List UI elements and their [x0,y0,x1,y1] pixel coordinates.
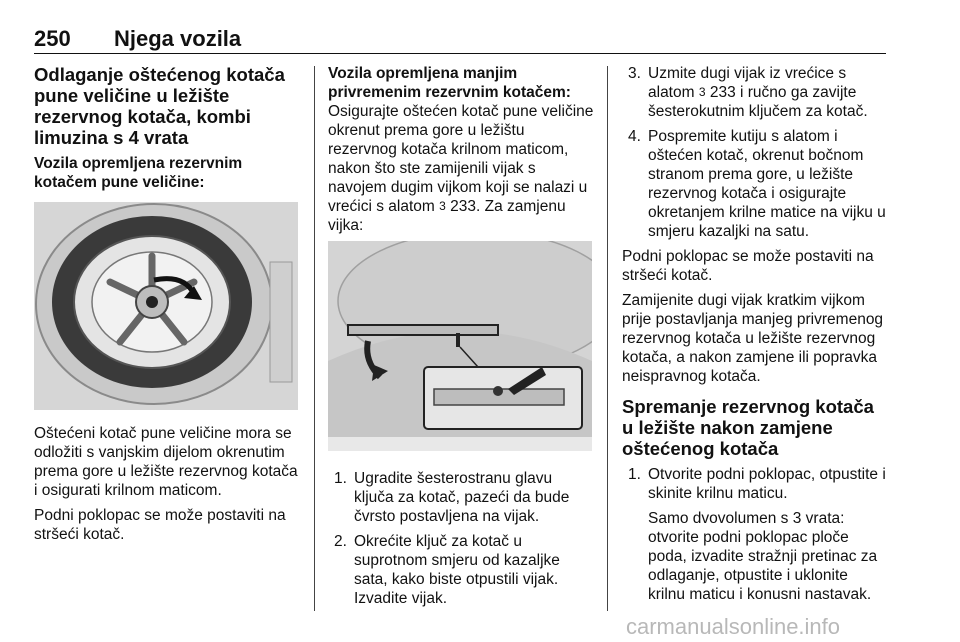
section-heading-1: Odlaganje oštećenog kotača pune veličine u ležište rezervnog kotača, kombi limuzina s 4 vrata [34,64,285,148]
step-text: Pospremite kutiju s alatom i oštećen kotač, okrenut bočnom stranom prema gore, u ležište rezervnog kotača i osigurajte okretanjem krilne matice na vijku u smjeru kazaljki na satu. [648,128,886,240]
page-reference-icon: 3 [439,199,446,213]
column-divider [607,66,608,611]
column-divider [314,66,315,611]
list-item [328,469,594,526]
paragraph: Zamijenite dugi vijak kratkim vijkom prije postavljanja manjeg privremenog rezervnog kotača u ležište rezervnog kotača, a nakon zamjene ili popravka neispravnog kotača. [622,292,884,385]
list-item [622,465,888,604]
list-item [328,532,594,608]
list-item [622,64,888,121]
page-number: 250 [34,26,71,51]
paragraph: Oštećeni kotač pune veličine mora se odložiti s vanjskim dijelom okrenutim prema gore u ležište rezervnog kotača i osigurati krilnom maticom. [34,425,298,499]
chapter-title: Njega vozila [114,26,242,51]
step-text: Ugradite šesterostranu glavu ključa za kotač, pazeći da bude čvrsto postavljena na vijak. [354,470,570,525]
steps-list [328,469,594,608]
paragraph: Podni poklopac se može postaviti na stršeći kotač. [622,248,874,284]
subheading-temporary-spare: Vozila opremljena manjim privremenim rezervnim kotačem: [328,65,571,101]
section-heading-2: Spremanje rezervnog kotača u ležište nakon zamjene oštećenog kotača [622,396,874,459]
paragraph: Podni poklopac se može postaviti na stršeći kotač. [34,507,286,543]
step-number: 1. [628,466,641,483]
step-text: 233 i ručno ga zavijte šesterokutnim ključem za kotač. [648,84,868,120]
paragraph [328,102,594,235]
column-2 [328,64,594,614]
step-text: Okrećite ključ za kotač u suprotnom smjeru od kazaljke sata, kako biste otpustili vijak. Izvadite vijak. [354,533,560,607]
step-number: 3. [628,65,641,82]
page-header [34,26,886,54]
column-3 [622,64,888,610]
paragraph-text: 233. Za zamjenu vijka: [328,198,566,234]
step-text: Uzmite dugi vijak iz vrećice s alatom [648,65,847,101]
steps-list-continued [622,64,888,241]
header-rule [34,53,886,54]
step-number: 2. [334,533,347,550]
spare-wheel-illustration [34,202,298,410]
watermark: carmanualsonline.info [626,614,841,639]
bolt-replacement-illustration [328,241,592,451]
subheading-full-size: Vozila opremljena rezervnim kotačem pune veličine: [34,155,243,191]
paragraph-text: Osigurajte oštećen kotač pune veličine okrenut prema gore u ležištu rezervnog kotača krilnom maticom, nakon što ste zamijenili vijak s navojem dugim vijkom koji se nalazi u vrećici s alatom [328,103,594,215]
page-reference-icon: 3 [698,85,706,99]
steps-list-storage [622,465,888,604]
step-number: 4. [628,128,641,145]
list-item [622,127,888,241]
step-number: 1. [334,470,347,487]
column-1 [34,64,300,550]
step-subtext: Samo dvovolumen s 3 vrata: otvorite podni poklopac ploče poda, izvadite stražnji pretinac za odlaganje, otpustite i uklonite krilnu maticu i konusni nastavak. [648,510,878,603]
step-text: Otvorite podni poklopac, otpustite i skinite krilnu maticu. [648,466,886,502]
